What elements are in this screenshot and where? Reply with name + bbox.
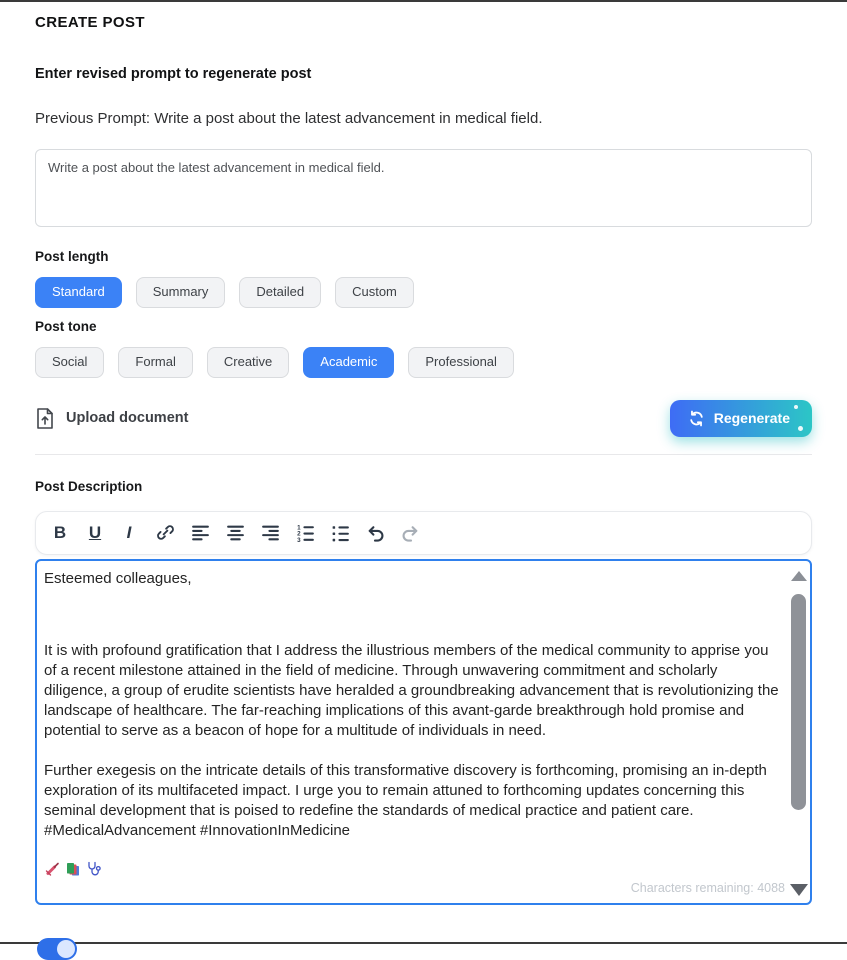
length-option-detailed[interactable]: Detailed (239, 277, 321, 308)
link-icon (155, 522, 176, 543)
stethoscope-emoji-icon (86, 861, 102, 877)
italic-icon: I (126, 522, 132, 542)
ordered-list-button[interactable] (294, 520, 316, 546)
scroll-down-arrow-icon[interactable] (790, 884, 808, 896)
length-option-summary[interactable]: Summary (136, 277, 226, 308)
tone-option-formal[interactable]: Formal (118, 347, 192, 378)
characters-remaining: Characters remaining: 4088 (630, 880, 785, 895)
align-left-icon (190, 522, 211, 543)
create-post-panel (0, 14, 847, 905)
unordered-list-icon (330, 522, 351, 543)
redo-button[interactable] (399, 520, 421, 546)
refresh-icon (688, 410, 705, 427)
previous-prompt-text: Previous Prompt: Write a post about the latest advancement in medical field. (35, 110, 543, 127)
section-divider (35, 454, 812, 455)
align-center-icon (225, 522, 246, 543)
align-left-button[interactable] (189, 520, 211, 546)
books-emoji-icon (65, 861, 81, 877)
tone-option-professional[interactable]: Professional (408, 347, 514, 378)
editor-scrollbar[interactable] (790, 567, 807, 898)
upload-document-label: Upload document (66, 410, 189, 427)
editor-emoji-row (44, 861, 780, 877)
regenerate-button[interactable] (670, 400, 812, 437)
regenerate-label: Regenerate (713, 410, 790, 427)
partial-toggle-switch[interactable] (37, 938, 77, 960)
redo-icon (400, 522, 421, 543)
undo-button[interactable] (364, 520, 386, 546)
rich-text-toolbar (35, 511, 812, 555)
svg-text:3: 3 (296, 537, 301, 544)
scrollbar-thumb[interactable] (791, 594, 806, 810)
post-tone-label: Post tone (35, 318, 97, 334)
tone-option-academic[interactable]: Academic (303, 347, 394, 378)
svg-text:1: 1 (296, 524, 301, 532)
post-tone-options (35, 347, 812, 378)
editor-paragraph-2: Further exegesis on the intricate details of this transformative discovery is forthcoming, promising an in-depth exploration of its multifaceted impact. I urge you to remain attuned to forthcoming updates concerning this seminal development that is poised to redefine the standards of medical practice and patient care. #MedicalAdvancement #InnovationInMedicine (44, 761, 767, 839)
align-right-button[interactable] (259, 520, 281, 546)
bold-icon: B (53, 522, 67, 542)
scroll-up-arrow-icon[interactable] (791, 571, 807, 581)
bold-button[interactable] (49, 520, 71, 546)
editor-greeting: Esteemed colleagues, (44, 569, 192, 587)
post-length-options (35, 277, 812, 308)
length-option-standard[interactable]: Standard (35, 277, 122, 308)
svg-text:2: 2 (296, 531, 301, 539)
length-option-custom[interactable]: Custom (335, 277, 414, 308)
italic-button[interactable] (119, 520, 141, 546)
post-description-label: Post Description (35, 478, 143, 494)
link-button[interactable] (154, 520, 176, 546)
page-title: CREATE POST (35, 14, 145, 31)
post-description-editor[interactable] (35, 559, 812, 905)
undo-icon (365, 522, 386, 543)
editor-paragraph-1: It is with profound gratification that I address the illustrious members of the medical community to apprise you of a recent milestone attained in the field of medicine. Through unwavering commitment and scholarly diligence, a group of erudite scientists have heralded a groundbreaking advancement that is revolutionizing the landscape of healthcare. The far-reaching implications of this avant-garde breakthrough hold promise and potential to serve as a beacon of hope for a multitude of individuals in need. (44, 641, 779, 739)
align-center-button[interactable] (224, 520, 246, 546)
underline-button[interactable] (84, 520, 106, 546)
tone-option-social[interactable]: Social (35, 347, 104, 378)
prompt-input[interactable] (35, 149, 812, 227)
syringe-emoji-icon (44, 861, 60, 877)
upload-document-icon (35, 407, 55, 430)
tone-option-creative[interactable]: Creative (207, 347, 289, 378)
upload-document-button[interactable] (35, 407, 188, 430)
regenerate-subtitle: Enter revised prompt to regenerate post (35, 66, 312, 82)
post-length-label: Post length (35, 249, 109, 264)
actions-row (35, 400, 812, 437)
underline-icon: U (88, 522, 102, 542)
unordered-list-button[interactable] (329, 520, 351, 546)
align-right-icon (260, 522, 281, 543)
ordered-list-icon (295, 522, 316, 543)
